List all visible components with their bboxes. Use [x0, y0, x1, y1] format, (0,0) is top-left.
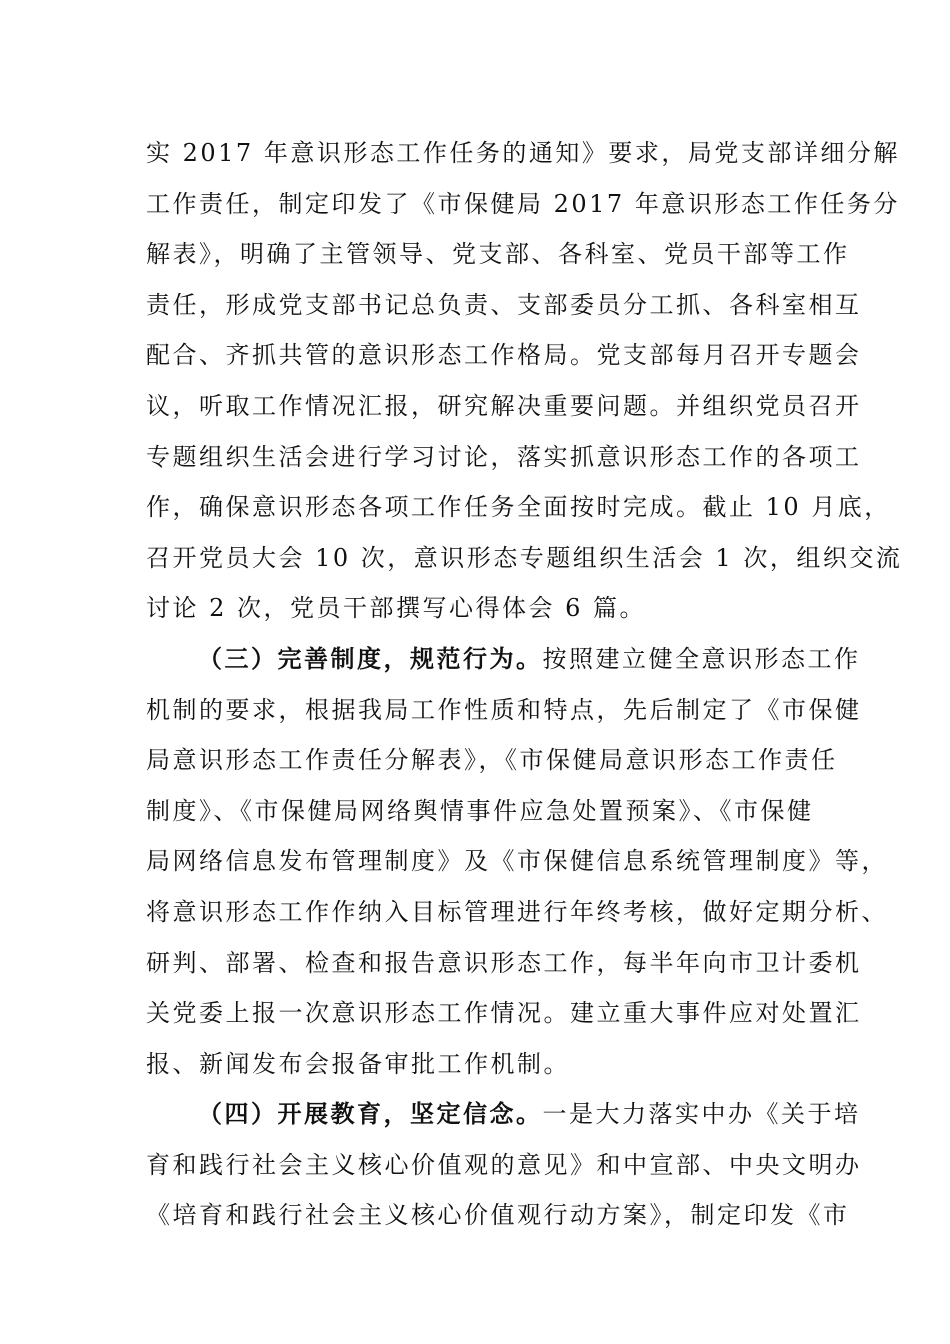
text-line: 实 2017 年意识形态工作任务的通知》要求，局党支部详细分解: [146, 139, 900, 167]
text-line: 召开党员大会 10 次，意识形态专题组织生活会 1 次，组织交流: [146, 543, 903, 572]
section-4-paragraph: [146, 1089, 862, 1241]
text-line: 配合、齐抓共管的意识形态工作格局。党支部每月召开专题会: [146, 341, 862, 370]
document-body: [146, 128, 903, 1241]
text-line: 报、新闻发布会报备审批工作机制。: [146, 1049, 570, 1078]
text-line: 局意识形态工作责任分解表》，《市保健局意识形态工作责任: [146, 746, 838, 775]
section-3-first-line: [146, 634, 861, 685]
section-4-first-line: [146, 1089, 861, 1140]
text-line: 关党委上报一次意识形态工作情况。建立重大事件应对处置汇: [146, 999, 862, 1028]
section-4-first-line-text: 一是大力落实中办《关于培: [542, 1100, 861, 1129]
text-line: 解表》，明确了主管领导、党支部、各科室、党员干部等工作: [146, 240, 850, 269]
paragraph-1: [146, 128, 903, 634]
text-line: 机制的要求，根据我局工作性质和特点，先后制定了《市保健: [146, 695, 862, 724]
section-3-first-line-text: 按照建立健全意识形态工作: [542, 644, 861, 673]
text-line: 责任，形成党支部书记总负责、支部委员分工抓、各科室相互: [146, 290, 862, 319]
section-3-heading: （三）完善制度，规范行为。: [198, 643, 543, 673]
text-line: 制度》、《市保健局网络舆情事件应急处置预案》、《市保健: [146, 796, 814, 825]
text-line: 将意识形态工作作纳入目标管理进行年终考核，做好定期分析、: [146, 897, 888, 926]
text-line: 局网络信息发布管理制度》及《市保健信息系统管理制度》等，: [146, 847, 888, 876]
text-line: 育和践行社会主义核心价值观的意见》和中宣部、中央文明办: [146, 1150, 862, 1179]
text-line: 讨论 2 次，党员干部撰写心得体会 6 篇。: [146, 594, 647, 623]
section-3-paragraph: [146, 634, 888, 1089]
text-line: 作，确保意识形态各项工作任务全面按时完成。截止 10 月底，: [146, 493, 891, 522]
section-4-heading: （四）开展教育，坚定信念。: [198, 1099, 543, 1129]
text-line: 研判、部署、检查和报告意识形态工作，每半年向市卫计委机: [146, 948, 862, 977]
text-line: 工作责任，制定印发了《市保健局 2017 年意识形态工作任务分: [146, 189, 900, 218]
text-line: 《培育和践行社会主义核心价值观行动方案》，制定印发《市: [146, 1201, 850, 1230]
text-line: 议，听取工作情况汇报，研究解决重要问题。并组织党员召开: [146, 391, 862, 420]
text-line: 专题组织生活会进行学习讨论，落实抓意识形态工作的各项工: [146, 442, 862, 471]
